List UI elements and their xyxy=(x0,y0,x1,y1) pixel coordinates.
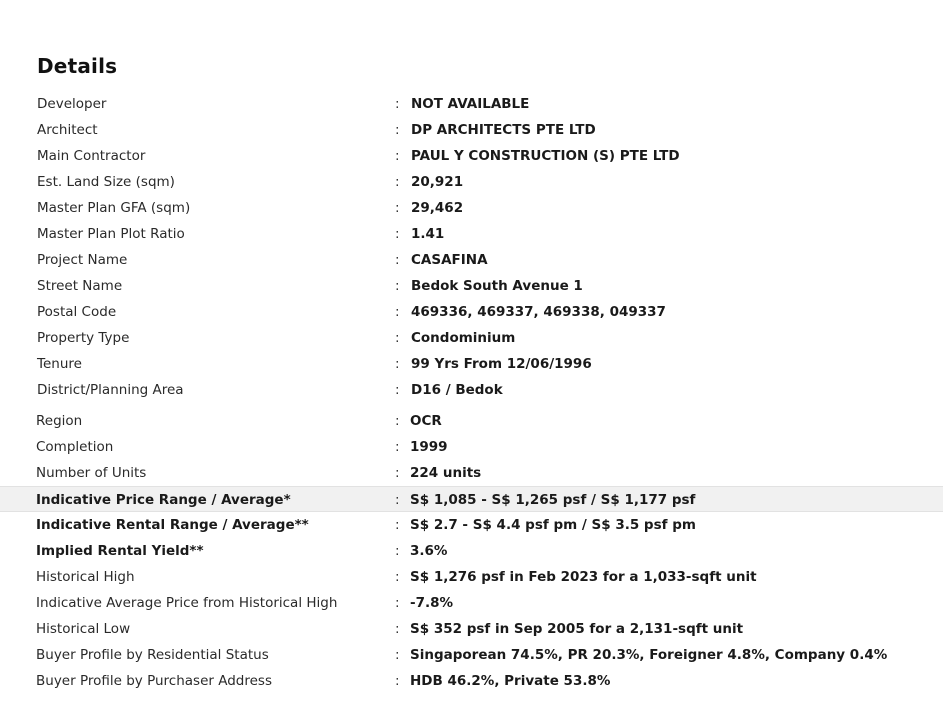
row-value: CASAFINA xyxy=(411,252,488,268)
row-label: Indicative Average Price from Historical High xyxy=(36,595,338,611)
row-value: S$ 1,085 - S$ 1,265 psf / S$ 1,177 psf xyxy=(410,492,696,508)
section-title: Details xyxy=(37,54,118,78)
row-separator: : xyxy=(395,595,400,611)
row-buyer-profile-address xyxy=(0,668,943,694)
row-value: 99 Yrs From 12/06/1996 xyxy=(411,356,592,372)
row-master-plan-gfa xyxy=(0,195,943,221)
row-label: Historical High xyxy=(36,569,135,585)
row-value: Singaporean 74.5%, PR 20.3%, Foreigner 4.8%, Company 0.4% xyxy=(410,647,888,663)
row-value: NOT AVAILABLE xyxy=(411,96,530,112)
row-value: S$ 1,276 psf in Feb 2023 for a 1,033-sqft unit xyxy=(410,569,757,585)
row-value: PAUL Y CONSTRUCTION (S) PTE LTD xyxy=(411,148,680,164)
row-value: D16 / Bedok xyxy=(411,382,503,398)
row-separator: : xyxy=(395,569,400,585)
row-separator: : xyxy=(395,492,400,508)
row-label: Property Type xyxy=(37,330,130,346)
row-label: Project Name xyxy=(37,252,128,268)
row-separator: : xyxy=(395,382,400,398)
row-label: Buyer Profile by Residential Status xyxy=(36,647,269,663)
row-value: HDB 46.2%, Private 53.8% xyxy=(410,673,611,689)
row-value: DP ARCHITECTS PTE LTD xyxy=(411,122,596,138)
row-label: Tenure xyxy=(37,356,82,372)
row-value: 224 units xyxy=(410,465,482,481)
row-separator: : xyxy=(395,621,400,637)
row-historical-low xyxy=(0,616,943,642)
row-region xyxy=(0,408,943,434)
row-separator: : xyxy=(395,96,400,112)
row-tenure xyxy=(0,351,943,377)
row-label: Implied Rental Yield** xyxy=(36,543,204,559)
row-indicative-rental-range xyxy=(0,512,943,538)
row-property-type xyxy=(0,325,943,351)
row-value: 1999 xyxy=(410,439,448,455)
row-value: S$ 2.7 - S$ 4.4 psf pm / S$ 3.5 psf pm xyxy=(410,517,696,533)
row-value: 1.41 xyxy=(411,226,445,242)
row-separator: : xyxy=(395,543,400,559)
row-developer xyxy=(0,91,943,117)
row-land-size xyxy=(0,169,943,195)
row-label: Master Plan Plot Ratio xyxy=(37,226,185,242)
row-implied-rental-yield xyxy=(0,538,943,564)
row-separator: : xyxy=(395,226,400,242)
row-value: 20,921 xyxy=(411,174,464,190)
row-street-name xyxy=(0,273,943,299)
row-label: Buyer Profile by Purchaser Address xyxy=(36,673,272,689)
row-separator: : xyxy=(395,356,400,372)
row-label: Developer xyxy=(37,96,107,112)
row-project-name xyxy=(0,247,943,273)
row-district xyxy=(0,377,943,403)
row-separator: : xyxy=(395,174,400,190)
row-label: Street Name xyxy=(37,278,123,294)
details-list xyxy=(0,91,943,694)
row-label: Region xyxy=(36,413,83,429)
row-avg-price-from-high xyxy=(0,590,943,616)
row-value: Condominium xyxy=(411,330,516,346)
row-label: Master Plan GFA (sqm) xyxy=(37,200,191,216)
row-label: Indicative Rental Range / Average** xyxy=(36,517,309,533)
row-postal-code xyxy=(0,299,943,325)
row-label: Architect xyxy=(37,122,98,138)
row-main-contractor xyxy=(0,143,943,169)
row-separator: : xyxy=(395,148,400,164)
row-separator: : xyxy=(395,517,400,533)
row-label: Historical Low xyxy=(36,621,131,637)
row-plot-ratio xyxy=(0,221,943,247)
row-separator: : xyxy=(395,200,400,216)
row-separator: : xyxy=(395,673,400,689)
row-value: OCR xyxy=(410,413,442,429)
row-indicative-price-range xyxy=(0,486,943,512)
row-label: Completion xyxy=(36,439,114,455)
row-separator: : xyxy=(395,465,400,481)
row-value: -7.8% xyxy=(410,595,454,611)
row-value: 469336, 469337, 469338, 049337 xyxy=(411,304,666,320)
row-number-of-units xyxy=(0,460,943,486)
row-separator: : xyxy=(395,647,400,663)
row-separator: : xyxy=(395,413,400,429)
row-label: District/Planning Area xyxy=(37,382,184,398)
row-separator: : xyxy=(395,330,400,346)
row-value: 3.6% xyxy=(410,543,448,559)
row-value: 29,462 xyxy=(411,200,464,216)
row-label: Est. Land Size (sqm) xyxy=(37,174,175,190)
row-separator: : xyxy=(395,439,400,455)
row-architect xyxy=(0,117,943,143)
row-value: Bedok South Avenue 1 xyxy=(411,278,583,294)
row-label: Main Contractor xyxy=(37,148,146,164)
row-label: Number of Units xyxy=(36,465,147,481)
row-separator: : xyxy=(395,252,400,268)
row-historical-high xyxy=(0,564,943,590)
row-label: Indicative Price Range / Average* xyxy=(36,492,291,508)
row-separator: : xyxy=(395,278,400,294)
row-separator: : xyxy=(395,122,400,138)
row-label: Postal Code xyxy=(37,304,117,320)
row-completion xyxy=(0,434,943,460)
row-buyer-profile-status xyxy=(0,642,943,668)
row-separator: : xyxy=(395,304,400,320)
row-value: S$ 352 psf in Sep 2005 for a 2,131-sqft unit xyxy=(410,621,744,637)
